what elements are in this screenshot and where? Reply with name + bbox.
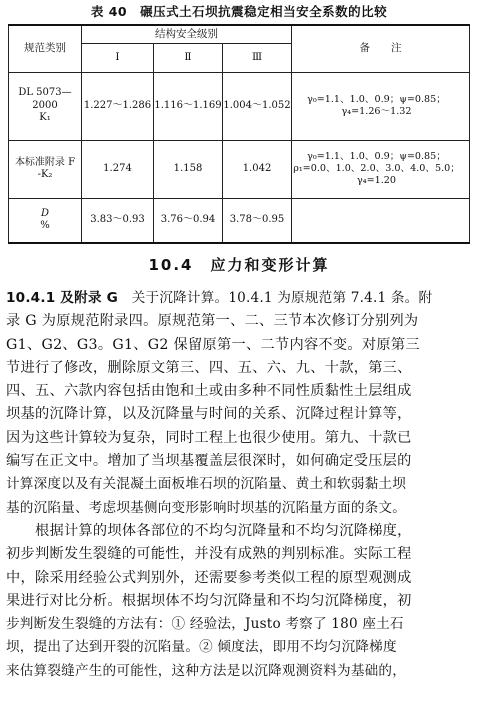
row-label: 本标准附录 F -K₂ bbox=[9, 140, 82, 198]
text-line: 中，除采用经验公式判别外，还需要参考类似工程的原型观测成 bbox=[6, 569, 412, 586]
row-notes bbox=[292, 198, 470, 243]
text-line: 四、五、六款内容包括由饱和土或由多种不同性质黏性土层组成 bbox=[6, 383, 412, 400]
text-line: 录 G 为原规范附录四。原规范第一、二、三节本次修订分别列为 bbox=[6, 313, 419, 330]
table-row bbox=[9, 72, 470, 140]
table-cell: 3.78～0.95 bbox=[223, 198, 292, 243]
header-standard-category: 规范类别 bbox=[9, 25, 82, 72]
text-line: 根据计算的坝体各部位的不均匀沉降量和不均匀沉降梯度， bbox=[6, 522, 412, 539]
header-safety-level-group: 结构安全级别 bbox=[82, 25, 292, 43]
text-line: 计算深度以及有关混凝土面板堆石坝的沉陷量、黄土和软弱黏土坝 bbox=[6, 476, 407, 493]
text-line: 坝，提出了达到开裂的沉陷量。② 倾度法，即用不均匀沉降梯度 bbox=[6, 639, 397, 656]
safety-factor-comparison-table bbox=[8, 24, 470, 244]
row-label: DL 5073— 2000 K₁ bbox=[9, 72, 82, 140]
text-line: 坝基的沉降计算，以及沉降量与时间的关系、沉降过程计算等， bbox=[6, 406, 412, 423]
table-cell: 1.274 bbox=[82, 140, 154, 198]
text-line: 节进行了修改，删除原文第三、四、五、六、九、十款，第三、 bbox=[6, 359, 412, 376]
section-body bbox=[6, 287, 472, 683]
text-line: 初步判断发生裂缝的可能性，并没有成熟的判别标准。实际工程 bbox=[6, 546, 412, 563]
section-title: 10.4 应力和变形计算 bbox=[148, 256, 330, 274]
table-cell: 1.158 bbox=[154, 140, 223, 198]
table-row bbox=[9, 198, 470, 243]
table-cell: 3.83～0.93 bbox=[82, 198, 154, 243]
table-cell: 3.76～0.94 bbox=[154, 198, 223, 243]
text-line: 来估算裂缝产生的可能性，这种方法是以沉降观测资料为基础的， bbox=[6, 662, 407, 679]
text-line: 10.4.1 及附录 G 关于沉降计算。10.4.1 为原规范第 7.4.1 条。附 bbox=[6, 290, 433, 306]
text-line: 因为这些计算较为复杂，同时工程上也很少使用。第九、十款已 bbox=[6, 429, 412, 446]
table-cell: 1.042 bbox=[223, 140, 292, 198]
table-title: 表 40 碾压式土石坝抗震稳定相当安全系数的比较 bbox=[90, 4, 388, 19]
table-row bbox=[9, 140, 470, 198]
header-level-1: Ⅰ bbox=[82, 43, 154, 72]
text-line: 果进行对比分析。根据坝体不均匀沉降量和不均匀沉降梯度，初 bbox=[6, 592, 412, 609]
text-line: 编写在正文中。增加了当坝基覆盖层很深时，如何确定受压层的 bbox=[6, 453, 412, 470]
text-line: 基的沉陷量、考虑坝基侧向变形影响时坝基的沉陷量方面的条文。 bbox=[6, 499, 407, 516]
table-cell: 1.004～1.052 bbox=[223, 72, 292, 140]
text-line: 步判断发生裂缝的方法有：① 经验法，Justo 考察了 180 座土石 bbox=[6, 616, 404, 633]
table-cell: 1.116～1.169 bbox=[154, 72, 223, 140]
row-notes: γ₀=1.1、1.0、0.9；ψ=0.85； γ₄=1.26～1.32 bbox=[292, 72, 470, 140]
header-level-2: Ⅱ bbox=[154, 43, 223, 72]
header-remarks: 备 注 bbox=[292, 25, 470, 72]
text-line: G1、G2、G3。G1、G2 保留原第一、二节内容不变。对原第三 bbox=[6, 336, 420, 353]
row-notes: γ₀=1.1、1.0、0.9；ψ=0.85； ρ₁=0.0、1.0、2.0、3.0、4.0、5.0； γ₄=1.20 bbox=[292, 140, 470, 198]
row-label: D % bbox=[9, 198, 82, 243]
clause-reference: 10.4.1 及附录 G bbox=[6, 290, 118, 306]
table-cell: 1.227～1.286 bbox=[82, 72, 154, 140]
header-level-3: Ⅲ bbox=[223, 43, 292, 72]
